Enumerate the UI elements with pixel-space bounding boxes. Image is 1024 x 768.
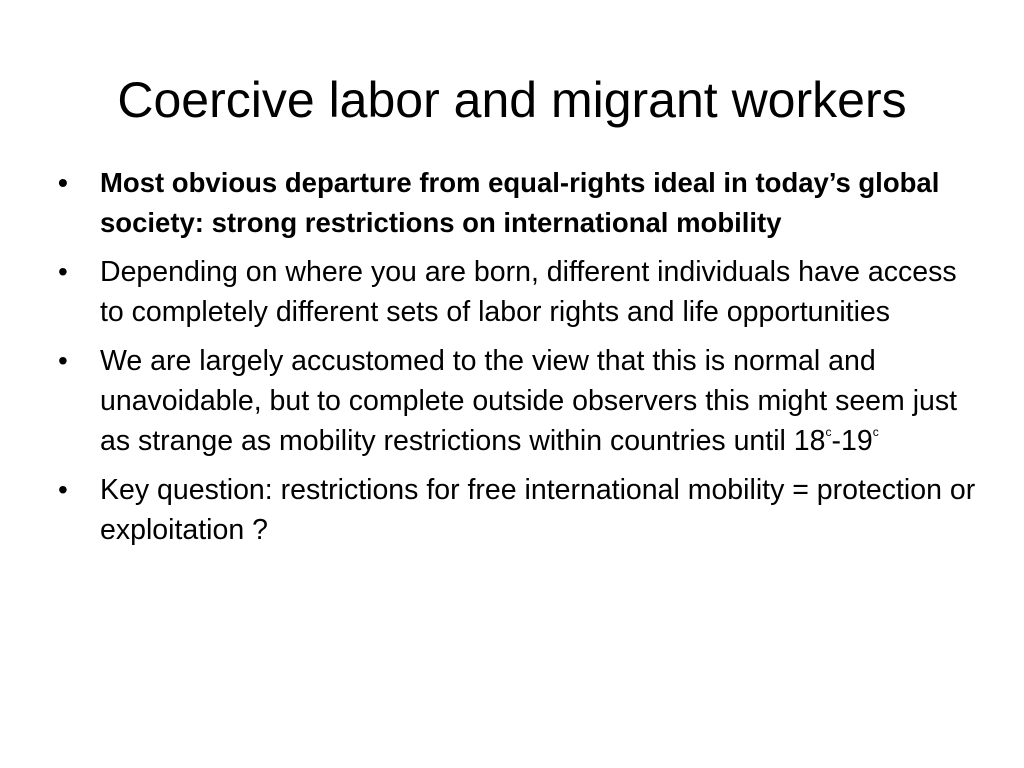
bullet-text-3-main: We are largely accustomed to the view that this is normal and unavoidable, but to complete outside observers this might seem just as strange as mobility restrictions within countries until 18 [100, 345, 958, 457]
bullet-dot-icon: • [58, 167, 68, 198]
bullet-item-1 [56, 163, 981, 243]
bullet-text-3 [100, 345, 957, 457]
bullet-list [56, 163, 981, 559]
bullet-dot-icon: • [58, 345, 68, 376]
bullet-item-3 [56, 341, 981, 461]
bullet-item-2 [56, 252, 981, 332]
bullet-item-4 [56, 470, 981, 550]
bullet-text-4: Key question: restrictions for free international mobility = protection or exploitation ? [100, 474, 976, 546]
bullet-text-1: Most obvious departure from equal-rights ideal in today’s global society: strong restrictions on international mobility [100, 167, 940, 238]
century-superscript-1: c [825, 425, 832, 439]
bullet-dot-icon: • [58, 256, 68, 287]
slide-title: Coercive labor and migrant workers [117, 72, 907, 128]
bullet-dot-icon: • [58, 474, 68, 505]
century-superscript-2: c [872, 425, 879, 439]
bullet-text-3-middle: -19 [831, 425, 873, 457]
bullet-text-2: Depending on where you are born, different individuals have access to completely different sets of labor rights and life opportunities [100, 256, 957, 328]
